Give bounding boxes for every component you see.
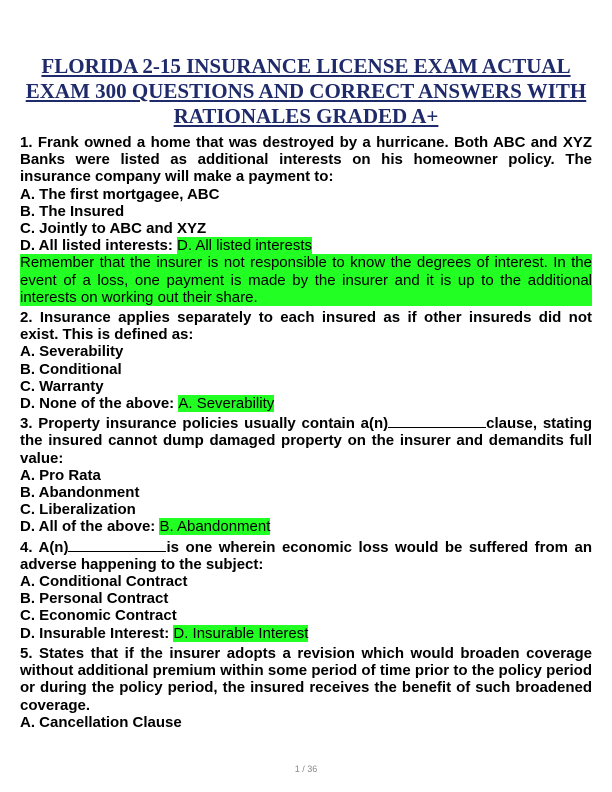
question-3-answer: B. Abandonment: [159, 518, 271, 536]
question-2-option-d-label: D. None of the above:: [20, 395, 175, 413]
fill-in-blank: [68, 539, 166, 552]
question-2-option-a: A. Severability: [20, 343, 124, 361]
question-4-stem: [20, 539, 592, 573]
question-4-option-d-label: D. Insurable Interest:: [20, 624, 170, 642]
question-4-option-a: A. Conditional Contract: [20, 573, 188, 591]
fill-in-blank: [388, 415, 486, 428]
question-2: [20, 309, 592, 412]
document-page: [20, 54, 592, 734]
question-3-stem-end: clause, stating the insured cannot dump damaged property on the insurer and demandits full value:: [20, 415, 592, 467]
question-1-stem: 1. Frank owned a home that was destroyed by a hurricane. Both ABC and XYZ Banks were listed as additional interests on his homeowner policy. The insurance company will make a payment to:: [20, 134, 592, 186]
question-4-option-b: B. Personal Contract: [20, 590, 169, 608]
question-1-rationale: Remember that the insurer is not responsible to know the degrees of interest. In the event of a loss, one payment is made by the insurer and it is up to the additional interests on working out their share.: [20, 254, 592, 306]
page-number: 1 / 36: [294, 764, 318, 774]
question-2-option-d: [20, 395, 592, 412]
question-2-option-b: B. Conditional: [20, 360, 122, 378]
question-3: [20, 415, 592, 535]
question-1-option-d-label: D. All listed interests:: [20, 237, 173, 255]
question-3-option-d-label: D. All of the above:: [20, 518, 156, 536]
question-3-option-c: C. Liberalization: [20, 501, 136, 519]
question-1: [20, 134, 592, 306]
question-4-stem-start: 4. A(n): [20, 538, 69, 556]
question-4-option-d: [20, 625, 592, 642]
document-title: [20, 54, 592, 129]
question-1-answer: D. All listed interests: [176, 237, 313, 255]
question-3-option-d: [20, 518, 592, 535]
question-4-option-c: C. Economic Contract: [20, 607, 177, 625]
question-1-option-d: [20, 237, 592, 254]
question-4-stem-end: is one wherein economic loss would be suffered from an adverse happening to the subject:: [20, 538, 593, 573]
question-1-option-c: C. Jointly to ABC and XYZ: [20, 220, 207, 238]
question-2-answer: A. Severability: [178, 395, 275, 413]
question-5-option-a: A. Cancellation Clause: [20, 713, 182, 731]
question-1-option-b: B. The Insured: [20, 202, 125, 220]
question-3-option-a: A. Pro Rata: [20, 466, 101, 484]
title-line-2: EXAM 300 QUESTIONS AND CORRECT ANSWERS WITH: [25, 79, 587, 103]
question-4: [20, 539, 592, 642]
question-3-stem-start: 3. Property insurance policies usually contain a(n): [20, 415, 389, 433]
question-1-option-a: A. The first mortgagee, ABC: [20, 185, 220, 203]
question-5-stem: 5. States that if the insurer adopts a revision which would broaden coverage without additional premium within some period of time prior to the policy period or during the policy period, the insured receives the benefit of such broadened coverage.: [20, 644, 592, 714]
title-line-1: FLORIDA 2-15 INSURANCE LICENSE EXAM ACTUAL: [41, 54, 571, 78]
title-line-3: RATIONALES GRADED A+: [173, 104, 439, 128]
question-2-option-c: C. Warranty: [20, 377, 104, 395]
question-3-stem: [20, 415, 592, 467]
question-5: [20, 645, 592, 731]
question-3-option-b: B. Abandonment: [20, 484, 140, 502]
question-4-answer: D. Insurable Interest: [173, 624, 309, 642]
question-2-stem: 2. Insurance applies separately to each insured as if other insureds did not exist. This is defined as:: [20, 309, 592, 344]
